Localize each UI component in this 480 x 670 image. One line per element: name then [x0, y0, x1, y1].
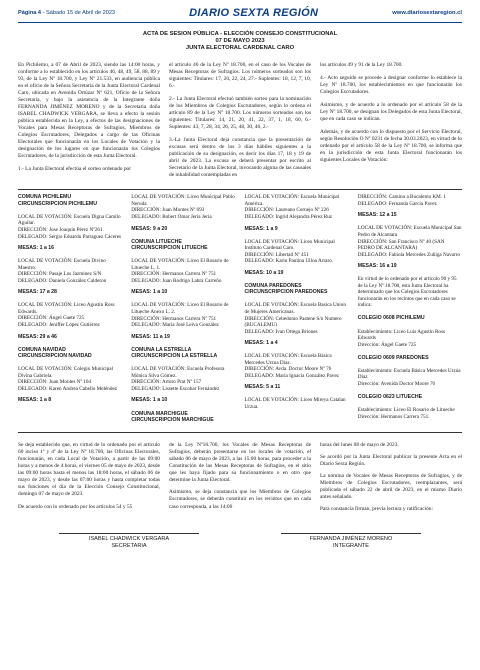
intro-columns — [18, 62, 462, 186]
paragraph: Asimismo, y de acuerdo a lo ordenado por el artículo 58 de la Ley Nº 18.700, se designan los Delegados de esta Junta Electoral, que en cada caso se indican. — [320, 101, 462, 122]
local-detail: LOCAL DE VOTACIÓN: Escuela Municipal América. — [244, 194, 340, 207]
locales-column-4 — [358, 194, 462, 430]
paragraph: 2.- La Junta Electoral efectuó también sorteo para la nominación de los Miembros de Colegios Escrutadores, según lo ordena el artículo 89 de la Ley Nº 18.700. Los números sorteados son los siguientes: Titulares: 14, 21, 20, 41, 22, 37, 1, 18, 60, 6.- Suplentes: 43, 7, 28, 34, 26, 25, 48, 30, 46, 2.- — [169, 95, 311, 130]
paragraph: La nómina de Vocales de Mesas Receptoras de Sufragios, y de Miembros de Colegios Escrutadores, reemplazantes, será publicada el sábado 22 de abril de 2023, en el mismo Diario antes señalado. — [320, 473, 462, 501]
local-detail: DELEGADO: María José Leiva González — [131, 322, 219, 329]
local-block — [131, 194, 235, 232]
comuna-heading: CIRCUNSCRIPCION NAVIDAD — [18, 353, 92, 360]
local-block — [245, 239, 349, 277]
mesas-range: MESAS: 5 a 11 — [244, 384, 281, 391]
local-block — [358, 394, 462, 420]
local-detail: LOCAL DE VOTACIÓN: Liceo Municipal Pablo Neruda — [131, 194, 235, 207]
paragraph: de la Ley Nº18.700, los Vocales de Mesas Receptoras de Sufragios, deberán presentarse en los locales de votación, el sábado 06 de mayo de 2023, a las 15:00 horas, para proceder a la Constitución de las Mesas Receptoras de Sufragios, en el sitio que les haya fijado para su funcionamiento o en otro que determine la Junta Electoral. — [169, 442, 311, 484]
local-detail: DELEGADO: Lissette Escobar Fernández — [131, 385, 220, 392]
local-block — [245, 397, 349, 410]
local-detail: DELEGADO: Ingrid Alejandra Pérez Ruz — [244, 213, 333, 220]
intro-column-2 — [169, 62, 311, 186]
mesas-range: MESAS: 17 a 28 — [18, 289, 57, 296]
local-detail: DIRECCIÓN: Jose Joaquín Pérez Nº261 — [18, 227, 103, 233]
local-detail: Establecimiento: Liceo Luis Agustín Ross Edwards — [357, 328, 446, 342]
local-detail: DIRECCIÓN: Cebedonio Pastene S/n Numero (BUCALEMU) — [244, 315, 342, 329]
local-detail: Dirección: Ángel Gaete 725 — [357, 341, 417, 348]
comuna-heading: COMUNA LA ESTRELLA — [131, 346, 192, 353]
comuna-heading: COLEGIO 0609 PAREDONES — [357, 354, 429, 361]
paragraph: Para constancia firman, previa lectura y ratificación: — [320, 506, 433, 513]
local-detail: DELEGADO: Robert Omar Jeria Jeria — [131, 213, 212, 220]
local-block — [131, 347, 235, 404]
local-block — [18, 194, 122, 207]
comuna-heading: COMUNA PICHILEMU — [18, 194, 72, 201]
closing-column-2 — [169, 442, 311, 518]
paragraph: los artículos 49 y 91 de la Ley 18.700. — [320, 61, 403, 68]
section-divider-2 — [18, 432, 462, 433]
comuna-heading: COMUNA LITUECHE — [131, 238, 182, 245]
mesas-range: MESAS: 29 a 46 — [18, 333, 57, 340]
mesas-range: MESAS: 16 a 19 — [357, 263, 397, 270]
paragraph: En Pichilemu, a 07 de Abril de 2023, siendo las 14:00 horas, y conforme a lo establecido en los artículos 46, 48, 49, 58, 88, 89 y 93, de la Ley Nº 18.700, y Ley Nº 21.533, en audiencia pública en el oficio de la Señora Secretaria de la Junta Electoral Cardenal Caro, ubicada en Avenida Ortúzar Nº 621, Oficio de la Señora Secretaria, y bajo la asistencia de la Integrante doña FERNANDA JIMÉNEZ MORENO y de la Secretaria doña ISABEL CHADWICK VERGARA, se lleva a efecto la sesión pública establecida en la Ley, a efectos de las designaciones de Vocales para Mesas Receptoras de Sufragios, Miembros de Colegios Escrutadores, Delegados a cargo de las Oficinas Electorales que funcionarán en los Locales de Votación y la designación de los lugares en que funcionarán los Colegios Escrutadores, de la jurisdicción de esta Junta Electoral. — [18, 61, 160, 160]
local-block — [131, 302, 235, 340]
paragraph: horas del lunes 08 de mayo de 2023. — [320, 442, 399, 449]
local-block — [245, 194, 349, 232]
closing-columns — [18, 442, 462, 518]
local-block — [131, 239, 235, 296]
local-block — [18, 302, 122, 340]
local-detail: Dirección: Avenida Doctor Moore 76 — [357, 380, 436, 387]
closing-column-1 — [18, 442, 160, 518]
locales-column-2 — [131, 194, 235, 430]
local-block — [358, 225, 462, 269]
signatures — [18, 533, 462, 550]
acta-title: ACTA DE SESION PÚBLICA - ELECCIÓN CONSEJO CONSTITUCIONAL 07 DE MAYO 2023 JUNTA ELECTORAL CARDENAL CARO — [142, 31, 338, 52]
local-detail: DELEGADO: Fabiola Mercedes Zuñiga Navarro — [357, 251, 461, 258]
local-detail: LOCAL DE VOTACIÓN: Liceo Agustín Ross Edwards. — [18, 302, 115, 315]
comuna-heading: COLEGIO 0623 LITUECHE — [357, 393, 423, 400]
local-detail: DIRECCIÓN: Hermanos Carrera Nº 751 — [131, 271, 217, 278]
local-detail: LOCAL DE VOTACIÓN: Liceo Mireya Catalan Urzua. — [244, 397, 346, 410]
local-detail: LOCAL DE VOTACIÓN: Escuela Digna Camilo Aguilar. — [18, 213, 121, 227]
local-detail: DIRECCIÓN: Hermanos Carrera Nº 751 — [131, 315, 217, 322]
local-detail: DELEGADO: Karin Paulina Ulloa Arraro. — [244, 258, 334, 265]
section-divider — [18, 189, 462, 190]
paragraph: 1.- La Junta Electoral efectúa el sorteo ordenado por — [18, 166, 132, 173]
paragraph: 4.- Acto seguido se procede a designar conforme lo establece la Ley Nº 18.700, los establecimientos en que funcionarán los Colegios Escrutadores. — [320, 74, 462, 95]
local-detail: LOCAL DE VOTACIÓN: Escuela Basica Union de Mujeres Americanas. — [244, 302, 346, 315]
paragraph: Además, y de acuerdo con lo dispuesto por el Servicio Electoral, según Resolución O Nº 0231 de fecha 30.03.2023, en virtud de lo ordenado por el artículo 58 de la Ley Nº 18.700, se informa que en la jurisdicción de esta Junta Electoral funcionarán los siguientes Locales de Votación: — [320, 128, 462, 164]
local-detail: DIRECCIÓN: Camino a Bucalemu KM. 1 — [357, 194, 446, 201]
comuna-heading: CIRCUNSCRIPCION PAREDONES — [244, 289, 328, 296]
local-block — [245, 353, 349, 391]
comuna-heading: CIRCUNSCRIPCION PICHILEMU — [18, 200, 97, 207]
local-detail: DIRECCIÓN: San Francisco Nº 40 (SAN PEDRO DE ALCANTARA) — [357, 238, 445, 252]
mesas-range: MESAS: 11 a 19 — [131, 333, 170, 340]
paragraph: Se acordó por la Junta Electoral publicar la presente Acta en el Diario Sexta Región. — [320, 454, 462, 468]
mesas-range: MESAS: 1 a 4 — [244, 340, 278, 347]
local-detail: Establecimiento: Escuela Básica Mercedes Urzúa Díaz — [357, 367, 461, 381]
local-detail: DIRECCIÓN: Laureano Cornejo Nº 226 — [244, 207, 329, 214]
local-detail: DELEGADO: Juan Rodrigo Labra Carreño — [131, 277, 222, 284]
mesas-range: MESAS: 12 a 15 — [357, 212, 397, 219]
local-block — [358, 315, 462, 348]
local-detail: DELEGADO: Karen Andrea Cabello Meléndez — [18, 385, 118, 392]
local-detail: DELEGADO: Sergio Eduardo Parraguez Cáceres — [18, 233, 122, 240]
page-header — [18, 4, 462, 23]
local-detail: DIRECCIÓN: Juan Montes Nº 104 — [18, 379, 92, 386]
comuna-heading: CIRCUNSCRIPCION LITUECHE — [131, 245, 208, 252]
local-block — [18, 214, 122, 252]
local-detail: DELEGADO: María Ignacia González Pavez — [244, 372, 339, 379]
locales-column-3 — [245, 194, 349, 430]
mesas-range: MESAS: 1 a 9 — [244, 225, 278, 232]
local-detail: Establecimiento: Liceo El Rosario de Litueche — [357, 407, 455, 414]
comuna-heading: CIRCUNSCRIPCION LA ESTRELLA — [131, 353, 218, 360]
local-detail: DELEGADO: Daniela González Calderon — [18, 277, 107, 284]
local-detail: DIRECCIÓN: Pasaje Los Jazminez S/N — [18, 271, 102, 278]
local-detail: En virtud de lo ordenado por el artículo 90 y 95 de la Ley Nº 18.700, esta Junta Electoral ha determinado que los Colegios Escrutadores funcionarán en los recintos que en cada caso se indica: — [357, 276, 457, 309]
local-detail: Dirección: Hermanos Carrera 751. — [357, 413, 430, 420]
local-block — [358, 194, 462, 219]
signature-integrante: FERNANDA JIMÉNEZ MORENO INTEGRANTE — [271, 533, 431, 550]
comuna-heading: CIRCUNSCRIPCION MARCHIGUE — [131, 417, 214, 424]
local-block — [18, 347, 122, 404]
local-detail: LOCAL DE VOTACIÓN: Liceo El Rosario de Litueche Anexo L. 2. — [131, 302, 229, 315]
local-detail: LOCAL DE VOTACIÓN: Liceo El Rosario de Litueche L. 1. — [131, 258, 229, 271]
local-block — [18, 258, 122, 296]
paragraph: Asimismo, se deja constancia que los Miembros de Colegios Escrutadores, se deberán constituir en los recintos que en cada caso corresponda, a las 14:00 — [169, 489, 311, 510]
paragraph: Se deja establecido que, en virtud de lo ordenado por el artículo 60 inciso 1º y 4º de la Ley Nº 18.700, las Oficinas Electorales, funcionarán, en cada Local de Votación, a partir de las 09:00 horas y a menos de 4 horas, el viernes 05 de mayo de 2023, desde las 09:00 horas hasta el menos las 18:00 horas, el sábado 06 de mayo de 2023, y desde las 07:00 horas y hasta completar todas sus funciones el día de la Elección Consejo Constitucional, domingo 07 de mayo de 2023. — [18, 442, 160, 498]
newspaper-brand: DIARIO SEXTA REGIÓN — [189, 7, 319, 19]
mesas-range: MESAS: 9 a 20 — [131, 225, 168, 232]
page-date: Página 4 - Sábado 15 de Abril de 2023 — [18, 10, 116, 16]
mesas-range: MESAS: 10 a 19 — [244, 269, 284, 276]
locales-column-1 — [18, 194, 122, 430]
closing-column-3 — [320, 442, 462, 518]
comuna-heading: COMUNA MARCHIGUE — [131, 410, 188, 417]
local-detail: DIRECCIÓN: Libertad Nº 451 — [244, 251, 309, 258]
local-detail: LOCAL DE VOTACIÓN: Liceo Municipal Instituto Cardenal Caro. — [244, 238, 335, 252]
local-detail: DIRECCIÓN: Arturo Prat Nº 157 — [131, 379, 202, 386]
local-detail: DELEGADO: Ivan Ortega Briones — [244, 328, 318, 335]
local-block — [245, 283, 349, 347]
locales-grid — [18, 194, 462, 430]
signature-secretaria: ISABEL CHADWICK VERGARA SECRETARIA — [49, 533, 209, 550]
local-detail: DIRECCIÓN: Ángel Gaete 725 — [18, 315, 85, 322]
local-detail: LOCAL DE VOTACIÓN: Escuela Profesora Mónica Silva Gómez. — [131, 366, 225, 379]
local-detail: DIRECCIÓN: Juan Montes Nº 693 — [131, 207, 205, 214]
newspaper-url: www.diariosextaregion.cl — [392, 10, 462, 16]
local-detail: LOCAL DE VOTACIÓN: Colegio Municipal Divina Gabriela. — [18, 366, 113, 379]
mesas-range: MESAS: 1 a 16 — [18, 245, 55, 252]
local-detail: LOCAL DE VOTACIÓN: Escuela Divino Maestro. — [18, 258, 106, 271]
comuna-heading: COMUNA NAVIDAD — [18, 346, 66, 353]
local-block — [358, 276, 462, 309]
local-block — [131, 411, 235, 424]
local-detail: DELEGADO: Jeniffer López Gutiérrez — [18, 322, 100, 329]
intro-column-1 — [18, 62, 160, 186]
local-detail: DELEGADO: Fernanda García Pavez — [357, 200, 437, 207]
local-detail: LOCAL DE VOTACIÓN: Escuela Básica Mercedes Urzua Diaz. — [244, 353, 332, 366]
local-detail: LOCAL DE VOTACIÓN: Escuela Municipal San Pedro de Alcantara — [357, 225, 462, 238]
mesas-range: MESAS: 1 a 8 — [18, 397, 52, 404]
paragraph: 3.-La Junta Electoral deja constancia que la presentación de excusas será dentro de los 3 días hábiles siguientes a la publicación de su designación, es decir los días 17, 18 y 19 de abril de 2023. La excusa se deberá presentar por escrito al Secretario de la Junta Electoral, invocando alguna de las causales de inhabilidad contempladas en — [169, 137, 311, 179]
local-block — [358, 355, 462, 388]
mesas-range: MESAS: 1 a 10 — [131, 397, 168, 404]
paragraph: De acuerdo con lo ordenado por los artículos 54 y 55 — [18, 503, 133, 510]
paragraph: el artículo 46 de la Ley Nº 18.700, en el caso de los Vocales de Mesas Receptoras de Sufragios. Los números sorteados son los siguientes: Titulares: 17, 20, 22, 24, 27.- Suplentes: 18, 12, 7, 10, 6.- — [169, 61, 311, 89]
intro-column-3 — [320, 62, 462, 186]
comuna-heading: COMUNA PAREDONES — [244, 282, 302, 289]
local-detail: DIRECCIÓN: Avda. Doctor Moore Nº 76 — [244, 366, 332, 373]
comuna-heading: COLEGIO 0608 PICHILEMU — [357, 315, 425, 322]
mesas-range: MESAS: 1 a 10 — [131, 289, 168, 296]
